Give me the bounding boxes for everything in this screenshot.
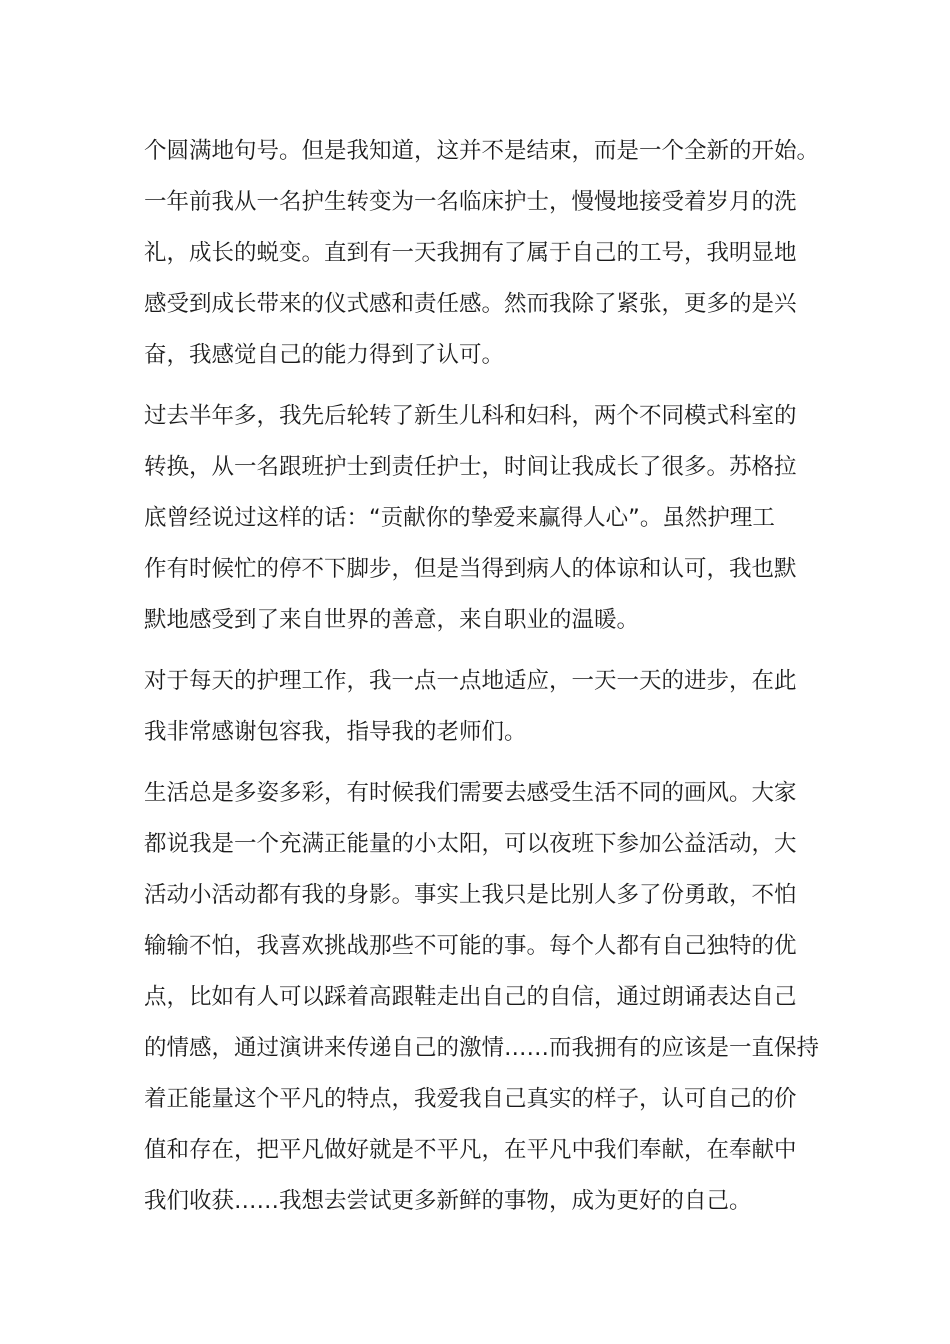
text-line: 底曾经说过这样的话：“贡献你的挚爱来赢得人心”。虽然护理工 — [144, 505, 775, 531]
text-line: 奋，我感觉自己的能力得到了认可。 — [144, 342, 505, 368]
text-line: 过去半年多，我先后轮转了新生儿科和妇科，两个不同模式科室的 — [144, 403, 797, 429]
text-line: 着正能量这个平凡的特点，我爱我自己真实的样子，认可自己的价 — [144, 1086, 797, 1112]
text-line: 点，比如有人可以踩着高跟鞋走出自己的自信，通过朗诵表达自己 — [144, 984, 797, 1010]
text-line: 都说我是一个充满正能量的小太阳，可以夜班下参加公益活动，大 — [144, 831, 797, 857]
text-line: 礼，成长的蜕变。直到有一天我拥有了属于自己的工号，我明显地 — [144, 240, 797, 266]
document-body — [144, 126, 820, 1237]
paragraph-4 — [144, 768, 820, 1227]
paragraph-1 — [144, 126, 820, 381]
text-line: 作有时候忙的停不下脚步，但是当得到病人的体谅和认可，我也默 — [144, 556, 797, 582]
text-line: 默地感受到了来自世界的善意，来自职业的温暖。 — [144, 607, 640, 633]
text-line: 我们收获……我想去尝试更多新鲜的事物，成为更好的自己。 — [144, 1188, 752, 1214]
text-line: 对于每天的护理工作，我一点一点地适应，一天一天的进步，在此 — [144, 668, 797, 694]
text-line: 个圆满地句号。但是我知道，这并不是结束，而是一个全新的开始。 — [144, 138, 820, 164]
text-line: 输输不怕，我喜欢挑战那些不可能的事。每个人都有自己独特的优 — [144, 933, 797, 959]
paragraph-2 — [144, 391, 809, 646]
text-line: 一年前我从一名护生转变为一名临床护士，慢慢地接受着岁月的洗 — [144, 189, 797, 215]
text-line: 我非常感谢包容我，指导我的老师们。 — [144, 719, 527, 745]
text-line: 感受到成长带来的仪式感和责任感。然而我除了紧张，更多的是兴 — [144, 291, 797, 317]
text-line: 值和存在，把平凡做好就是不平凡，在平凡中我们奉献，在奉献中 — [144, 1137, 797, 1163]
text-line: 的情感，通过演讲来传递自己的激情……而我拥有的应该是一直保持 — [144, 1035, 820, 1061]
text-line: 活动小活动都有我的身影。事实上我只是比别人多了份勇敢，不怕 — [144, 882, 797, 908]
text-line: 生活总是多姿多彩，有时候我们需要去感受生活不同的画风。大家 — [144, 780, 797, 806]
paragraph-3 — [144, 656, 809, 758]
text-line: 转换，从一名跟班护士到责任护士，时间让我成长了很多。苏格拉 — [144, 454, 797, 480]
